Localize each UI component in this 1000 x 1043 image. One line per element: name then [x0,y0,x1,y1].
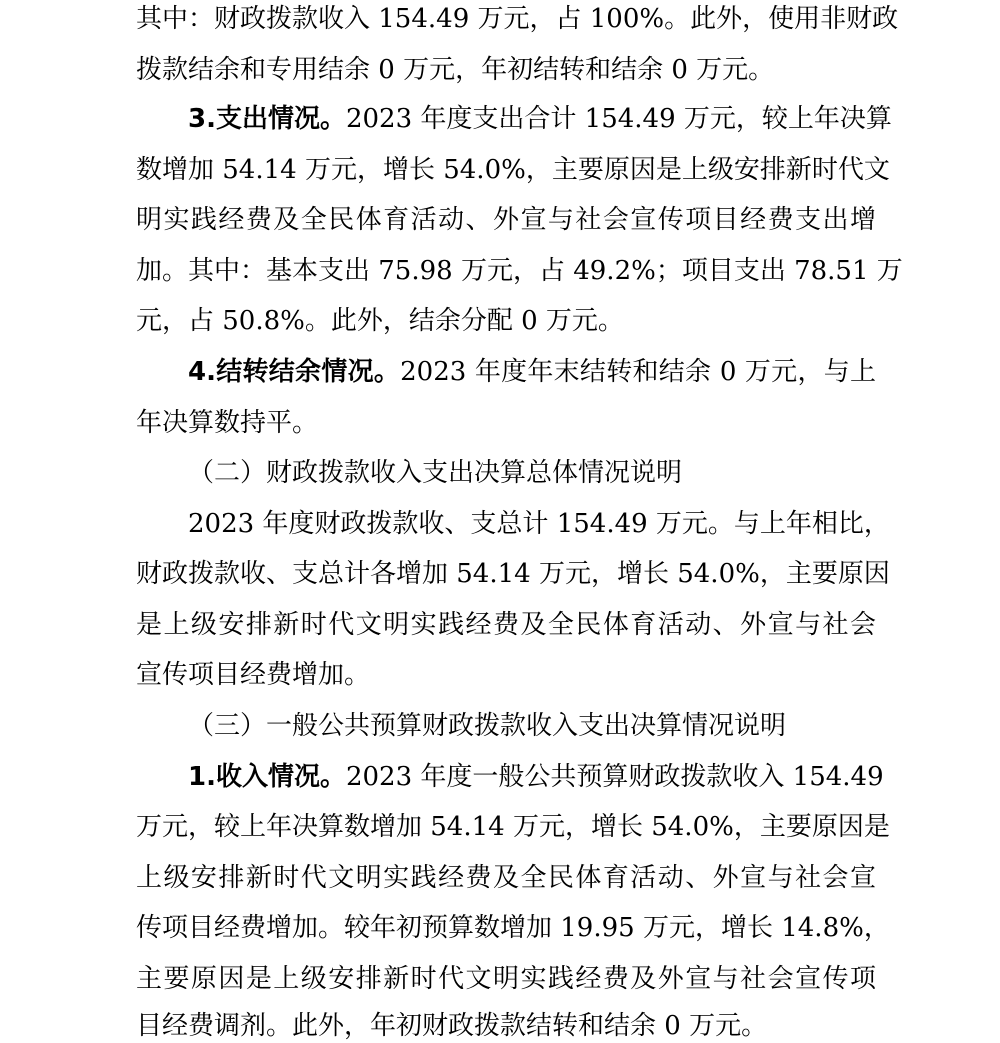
paragraph-line: 上级安排新时代文明实践经费及全民体育活动、外宣与社会宣 [136,863,876,893]
section-heading: （三）一般公共预算财政拨款收入支出决算情况说明 [188,711,787,741]
paragraph-line [188,104,892,134]
paragraph-line: 其中：财政拨款收入 154.49 万元，占 100%。此外，使用非财政 [136,4,899,34]
section-label: 4.结转结余情况。 [188,357,401,387]
paragraph-text: 2023 年度一般公共预算财政拨款收入 154.49 [345,762,884,792]
section-label: 3.支出情况。 [188,104,346,134]
paragraph-line: 目经费调剂。此外，年初财政拨款结转和结余 0 万元。 [136,1011,768,1041]
paragraph-line: 宣传项目经费增加。 [136,660,371,690]
paragraph-line [188,762,884,792]
section-heading: （二）财政拨款收入支出决算总体情况说明 [188,458,683,488]
paragraph-line [188,357,876,387]
paragraph-line: 万元，较上年决算数增加 54.14 万元，增长 54.0%，主要原因是 [136,812,890,842]
paragraph-line: 元，占 50.8%。此外，结余分配 0 万元。 [136,306,624,336]
section-label: 1.收入情况。 [188,762,346,792]
paragraph-line: 主要原因是上级安排新时代文明实践经费及外宣与社会宣传项 [136,964,876,994]
paragraph-line: 传项目经费增加。较年初预算数增加 19.95 万元，增长 14.8%， [136,913,890,943]
paragraph-line: 拨款结余和专用结余 0 万元，年初结转和结余 0 万元。 [136,55,775,85]
paragraph-text: 2023 年度支出合计 154.49 万元，较上年决算 [345,104,892,134]
paragraph-line: 是上级安排新时代文明实践经费及全民体育活动、外宣与社会 [136,610,876,640]
paragraph-line: 加。其中：基本支出 75.98 万元，占 49.2%；项目支出 78.51 万 [136,256,903,286]
paragraph-line: 数增加 54.14 万元，增长 54.0%，主要原因是上级安排新时代文 [136,155,890,185]
paragraph-line: 年决算数持平。 [136,408,319,438]
paragraph-line: 明实践经费及全民体育活动、外宣与社会宣传项目经费支出增 [136,205,876,235]
paragraph-line: 财政拨款收、支总计各增加 54.14 万元，增长 54.0%，主要原因 [136,559,890,589]
paragraph-line: 2023 年度财政拨款收、支总计 154.49 万元。与上年相比， [188,509,890,539]
paragraph-text: 2023 年度年末结转和结余 0 万元，与上 [400,357,876,387]
